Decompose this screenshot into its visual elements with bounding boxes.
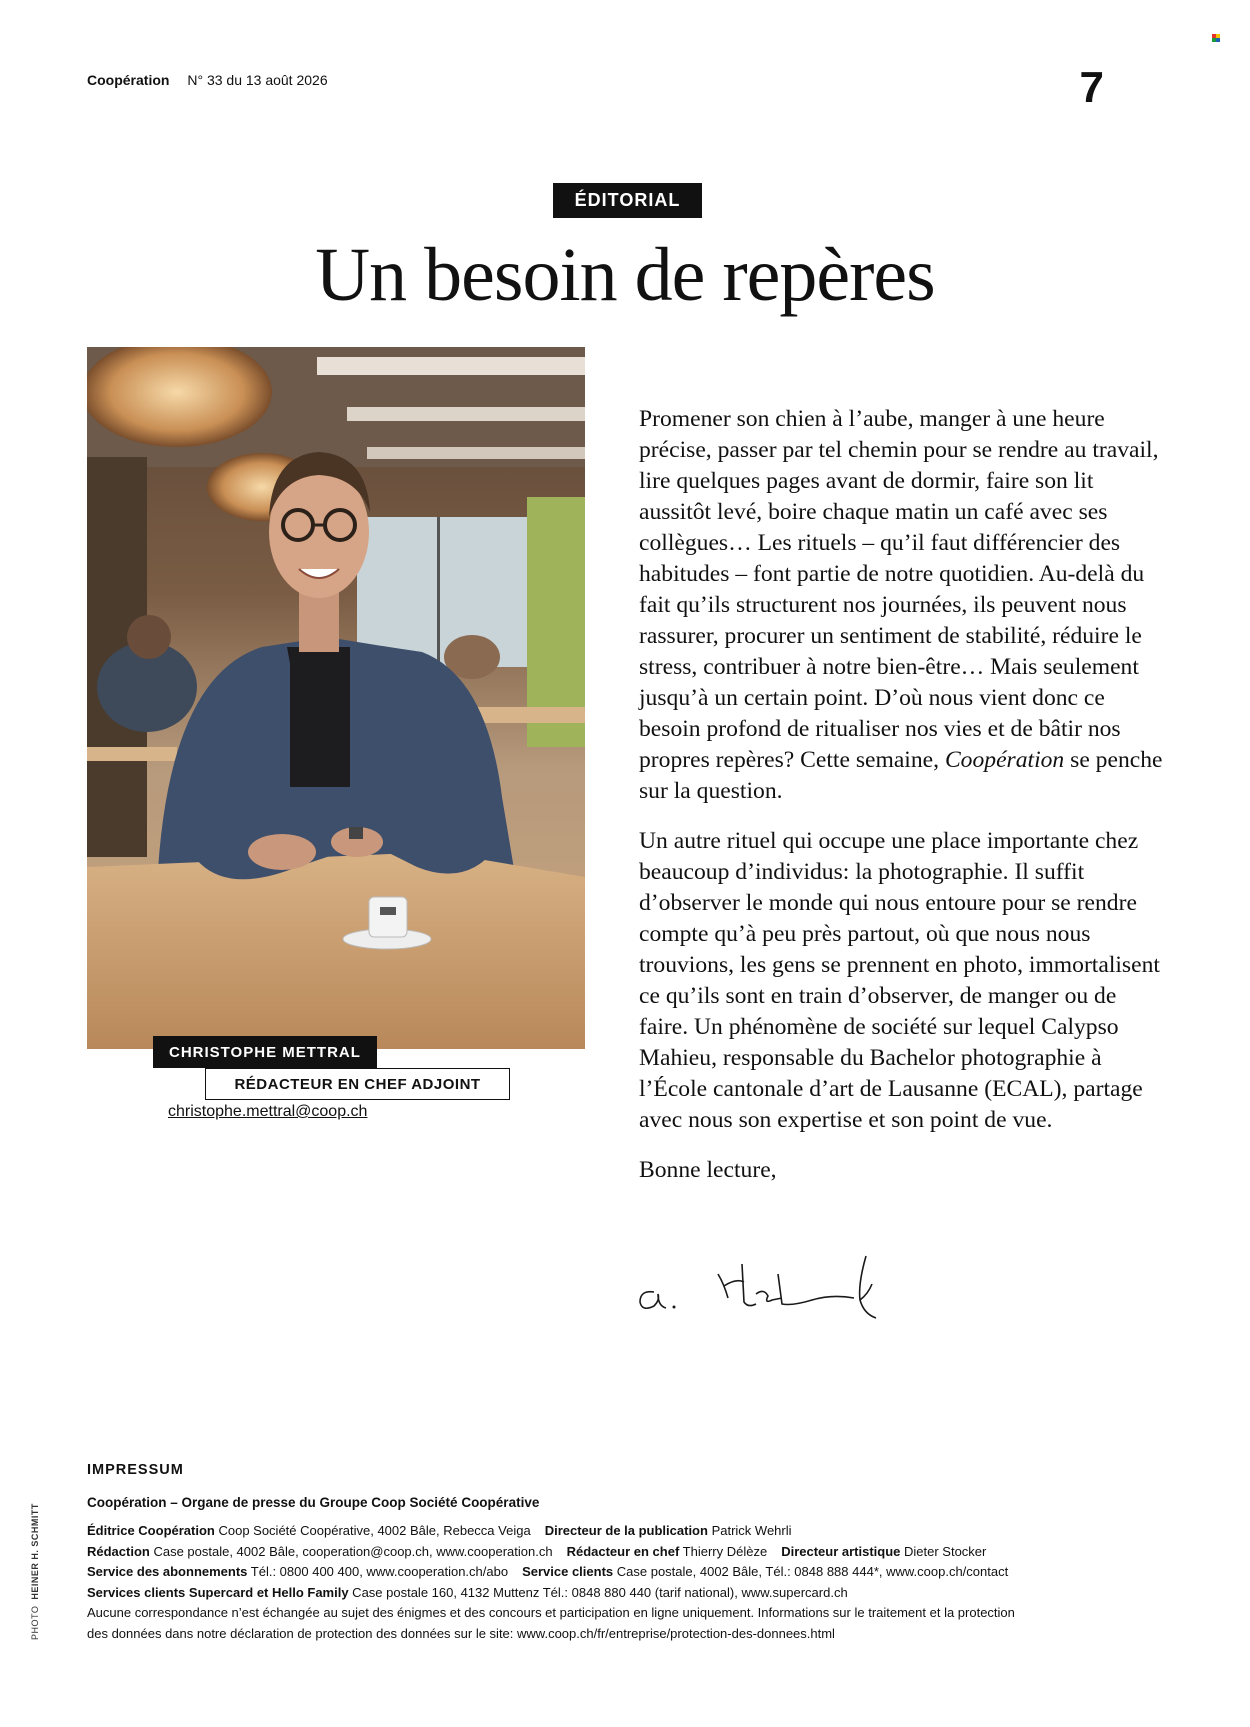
impressum-line: des données dans notre déclaration de protection des données sur le site: www.coop.ch/fr/entreprise/protection-des-donnees.html xyxy=(87,1625,835,1641)
paragraph-1: Promener son chien à l’aube, manger à une heure précise, passer par tel chemin pour se rendre au travail, lire quelques pages avant de dormir, faire son lit aussitôt levé, boire chaque matin un café avec ses collègues… Les rituels – qu’il faut différencier des habitudes – font partie de notre quotidien. Au-delà du fait qu’ils structurent nos journées, ils peuvent nous rassurer, procurer un sentiment de stabilité, réduire le stress, contribuer à notre bien-être… Mais seulement jusqu’à un certain point. D’où nous vient donc ce besoin profond de ritualiser nos vies et de bâtir nos propres repères? Cette semaine, Coopération se penche sur la question. xyxy=(639,406,1163,804)
impressum-line: Aucune correspondance n’est échangée au sujet des énigmes et des concours et participation en ligne uniquement. Informations sur le traitement et la protection xyxy=(87,1605,1015,1620)
author-photo xyxy=(87,347,585,1049)
photo-credit: PHOTO HEINER H. SCHMITT xyxy=(30,1503,40,1640)
headline: Un besoin de repères xyxy=(315,233,935,317)
impressum-line: Éditrice Coopération Coop Société Coopérative, 4002 Bâle, Rebecca Veiga Directeur de la publication Patrick Wehrli xyxy=(87,1523,792,1538)
impressum-line: Rédaction Case postale, 4002 Bâle, cooperation@coop.ch, www.cooperation.ch Rédacteur en chef Thierry Délèze Directeur artistique Dieter Stocker xyxy=(87,1543,987,1559)
publication-name: Coopération xyxy=(87,72,170,88)
author-photo-illustration xyxy=(87,347,585,1049)
author-email-link[interactable]: christophe.mettral@coop.ch xyxy=(168,1103,368,1120)
issue-info: N° 33 du 13 août 2026 xyxy=(187,72,328,88)
impressum-title: IMPRESSUM xyxy=(87,1462,184,1478)
impressum-line: Services clients Supercard et Hello Family Case postale 160, 4132 Muttenz Tél.: 0848 880 440 (tarif national), www.supercard.ch xyxy=(87,1584,848,1600)
publication-header xyxy=(87,72,328,88)
section-tag: ÉDITORIAL xyxy=(553,183,702,218)
page-number: 7 xyxy=(1079,63,1104,112)
impressum-line: Service des abonnements Tél.: 0800 400 400, www.cooperation.ch/abo Service clients Case postale, 4002 Bâle, Tél.: 0848 888 444*, www.coop.ch/contact xyxy=(87,1564,1009,1579)
author-name: CHRISTOPHE METTRAL xyxy=(153,1036,377,1068)
editorial-body xyxy=(639,404,1169,1205)
author-role: RÉDACTEUR EN CHEF ADJOINT xyxy=(205,1068,510,1100)
impressum-details xyxy=(87,1521,1087,1644)
color-registration-mark xyxy=(1212,34,1220,42)
paragraph-2: Un autre rituel qui occupe une place importante chez beaucoup d’individus: la photographie. Il suffit d’observer le monde qui nous entoure pour se rendre compte qu’à peu près partout, où que nous nous trouvions, les gens se prennent en photo, immortalisent ce qu’ils sont en train d’observer, de manger ou de faire. Un phénomène de société sur lequel Calypso Mahieu, responsable du Bachelor photographie à l’École cantonale d’art de Lausanne (ECAL), partage avec nous son expertise et son point de vue. xyxy=(639,828,1160,1133)
impressum-subtitle: Coopération – Organe de presse du Groupe Coop Société Coopérative xyxy=(87,1495,540,1510)
author-signature xyxy=(632,1254,902,1324)
closing-line: Bonne lecture, xyxy=(639,1157,777,1183)
